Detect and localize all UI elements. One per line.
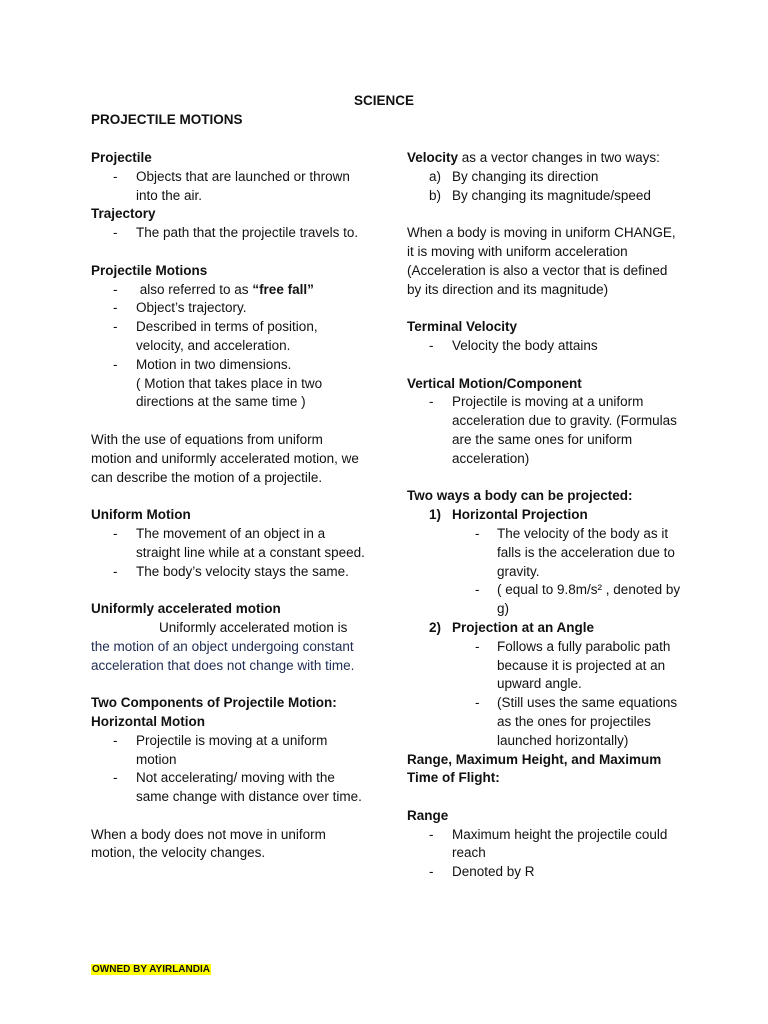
dash-marker: - bbox=[113, 525, 118, 541]
angle-projection-heading: 2) Projection at an Angle bbox=[407, 619, 682, 638]
list-item: - Denoted by R bbox=[407, 863, 682, 882]
letter-marker: b) bbox=[429, 187, 442, 203]
list-item: b) By changing its magnitude/speed bbox=[407, 187, 682, 206]
document-title: SCIENCE bbox=[353, 93, 414, 108]
uniform-motion-heading: Uniform Motion bbox=[91, 507, 191, 523]
velocity-intro: Velocity as a vector changes in two ways: bbox=[407, 150, 660, 165]
dash-marker: - bbox=[113, 319, 118, 335]
left-column bbox=[91, 149, 366, 863]
free-fall-term: “free fall” bbox=[252, 281, 314, 297]
trajectory-heading: Trajectory bbox=[91, 206, 156, 222]
uniform-change-paragraph: When a body is moving in uniform CHANGE, it is moving with uniform acceleration (Acceleration is also a vector that is defined by its direction and its magnitude) bbox=[407, 225, 676, 297]
dash-marker: - bbox=[113, 770, 118, 786]
list-item: - Projectile is moving at a uniform motion bbox=[113, 732, 328, 767]
uniformly-accelerated-heading: Uniformly accelerated motion bbox=[91, 601, 281, 617]
dash-marker: - bbox=[113, 225, 118, 241]
list-item: - also referred to as “free fall” bbox=[91, 281, 366, 300]
list-item: - (Still uses the same equations as the ones for projectiles launched horizontally) bbox=[475, 695, 678, 748]
projection-ways-heading: Two ways a body can be projected: bbox=[407, 488, 633, 504]
vertical-motion-heading: Vertical Motion/Component bbox=[407, 375, 582, 391]
projectile-motions-heading: Projectile Motions bbox=[91, 262, 208, 278]
equations-paragraph: With the use of equations from uniform motion and uniformly accelerated motion, we can describe the motion of a projectile. bbox=[91, 431, 359, 485]
dash-marker: - bbox=[429, 826, 434, 842]
letter-marker: a) bbox=[429, 168, 442, 184]
dash-marker: - bbox=[475, 582, 480, 598]
terminal-velocity-heading: Terminal Velocity bbox=[407, 319, 518, 335]
number-marker: 2) bbox=[429, 619, 442, 635]
list-item: - The movement of an object in a straight line while at a constant speed. bbox=[113, 525, 365, 560]
range-heading: Range bbox=[407, 807, 449, 823]
dash-marker: - bbox=[475, 638, 480, 654]
dash-marker: - bbox=[113, 168, 118, 184]
list-item: - Not accelerating/ moving with the same change with distance over time. bbox=[113, 770, 362, 805]
list-item: - The path that the projectile travels to. bbox=[91, 224, 366, 243]
list-item: - Velocity the body attains bbox=[407, 337, 682, 356]
dash-marker: - bbox=[475, 525, 480, 541]
document-subtitle: PROJECTILE MOTIONS bbox=[91, 112, 243, 127]
dash-marker: - bbox=[113, 281, 118, 297]
dash-marker: - bbox=[113, 300, 118, 316]
list-item: - Projectile is moving at a uniform acceleration due to gravity. (Formulas are the same ones for uniform acceleration) bbox=[429, 394, 677, 466]
list-item: - Object’s trajectory. bbox=[91, 299, 366, 318]
dash-marker: - bbox=[429, 337, 434, 353]
dash-marker: - bbox=[429, 864, 434, 880]
list-item: - Follows a fully parabolic path because it is projected at an upward angle. bbox=[475, 638, 671, 692]
list-item: - The velocity of the body as it falls is the acceleration due to gravity. bbox=[475, 525, 675, 579]
velocity-term: Velocity bbox=[407, 150, 459, 165]
dash-marker: - bbox=[113, 563, 118, 579]
nonuniform-paragraph: When a body does not move in uniform motion, the velocity changes. bbox=[91, 826, 326, 861]
number-marker: 1) bbox=[429, 507, 442, 523]
list-item: - Objects that are launched or thrown into the air. bbox=[113, 168, 350, 203]
projectile-heading: Projectile bbox=[91, 150, 152, 165]
uniformly-accelerated-paragraph-start: Uniformly accelerated motion is bbox=[159, 619, 348, 635]
list-item-continuation: ( Motion that takes place in two directions at the same time ) bbox=[136, 375, 323, 410]
list-item: a) By changing its direction bbox=[407, 168, 682, 187]
dash-marker: - bbox=[429, 394, 434, 410]
list-item: - Motion in two dimensions. bbox=[91, 356, 366, 375]
horizontal-motion-heading: Horizontal Motion bbox=[91, 713, 205, 729]
horizontal-projection-heading: 1) Horizontal Projection bbox=[407, 506, 682, 525]
dash-marker: - bbox=[113, 732, 118, 748]
list-item: - Described in terms of position, velocity, and acceleration. bbox=[113, 319, 318, 353]
uniformly-accelerated-paragraph: the motion of an object undergoing constant acceleration that does not change with time. bbox=[91, 638, 355, 673]
components-heading: Two Components of Projectile Motion: bbox=[91, 695, 337, 711]
right-column bbox=[407, 149, 682, 882]
list-item: - The body’s velocity stays the same. bbox=[91, 563, 366, 582]
list-item: - Maximum height the projectile could reach bbox=[429, 826, 668, 861]
list-item: - ( equal to 9.8m/s² , denoted by g) bbox=[475, 582, 681, 617]
dash-marker: - bbox=[475, 695, 480, 711]
range-height-time-heading: Range, Maximum Height, and Maximum Time of Flight: bbox=[407, 751, 662, 786]
dash-marker: - bbox=[113, 356, 118, 372]
ownership-footer: OWNED BY AYIRLANDIA bbox=[92, 964, 210, 975]
